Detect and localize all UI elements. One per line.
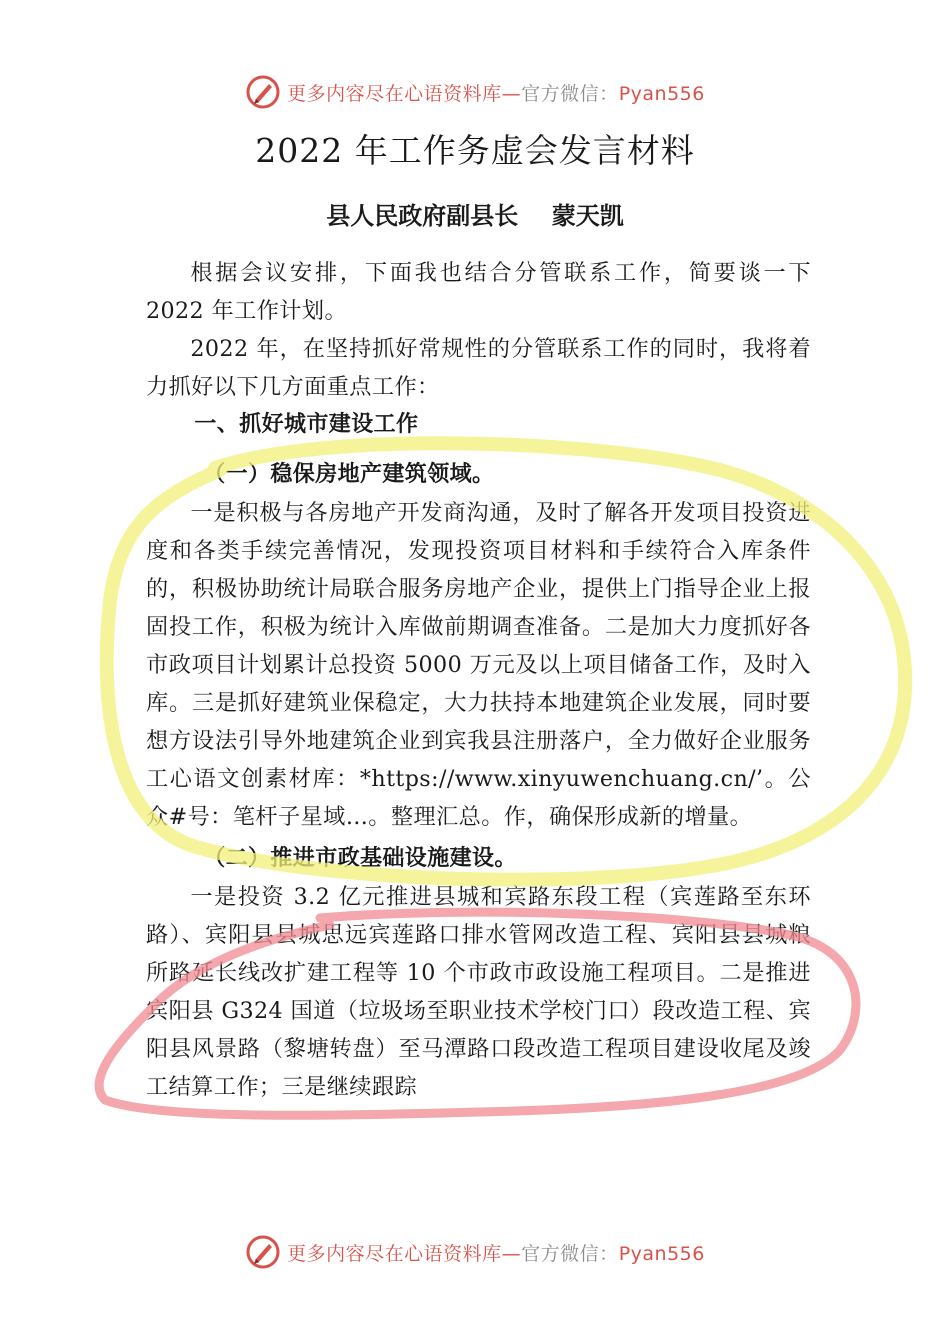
- watermark-header: [0, 72, 950, 112]
- subsection-heading-2: （二）推进市政基础设施建设。: [203, 846, 517, 871]
- section-heading-1: 一、抓好城市建设工作: [194, 412, 419, 437]
- document-author: 县人民政府副县长 蒙天凯: [326, 202, 624, 230]
- paragraph-plan: 2022 年，在坚持抓好常规性的分管联系工作的同时，我将着力抓好以下几方面重点工作：: [146, 336, 811, 400]
- watermark-red-text: 更多内容尽在心语资料库—: [287, 1242, 522, 1265]
- pen-logo-icon: [245, 1234, 281, 1270]
- document-body: [146, 254, 811, 1106]
- subsection-heading-1: （一）稳保房地产建筑领域。: [203, 462, 495, 487]
- watermark-red-text: 更多内容尽在心语资料库—: [287, 82, 522, 105]
- paragraph-real-estate: 一是积极与各房地产开发商沟通，及时了解各开发项目投资进度和各类手续完善情况，发现投资项目材料和手续符合入库条件的，积极协助统计局联合服务房地产企业，提供上门指导企业上报固投工作，积极为统计入库做前期调查准备。二是加大力度抓好各市政项目计划累计总投资 5000 万元及以上项目储备工作，及时入库。三是抓好建筑业保稳定，大力扶持本地建筑企业发展，同时要想方设法引导外地建筑企业到宾我县注册落户，全力做好企业服务工心语文创素材库：*https://www.xinyuwenchuang.cn/’。公众#号：笔杆子星域…。整理汇总。作，确保形成新的增量。: [146, 500, 811, 830]
- watermark-grey-text: 官方微信：: [521, 1242, 619, 1265]
- watermark-footer: [0, 1232, 950, 1272]
- pen-logo-icon: [245, 74, 281, 110]
- watermark-id-text: Pyan556: [618, 82, 705, 105]
- paragraph-intro: 根据会议安排，下面我也结合分管联系工作，简要谈一下 2022 年工作计划。: [146, 260, 811, 324]
- paragraph-infrastructure: 一是投资 3.2 亿元推进县城和宾路东段工程（宾莲路至东环路）、宾阳县县城思远宾莲路口排水管网改造工程、宾阳县县城粮所路延长线改扩建工程等 10 个市政市政设施工程项目。二是推进宾阳县 G324 国道（垃圾场至职业技术学校门口）段改造工程、宾阳县风景路（黎塘转盘）至马潭路口段改造工程项目建设收尾及竣工结算工作；三是继续跟踪: [146, 884, 811, 1100]
- watermark-grey-text: 官方微信：: [521, 82, 619, 105]
- watermark-id-text: Pyan556: [618, 1242, 705, 1265]
- document-title: 2022 年工作务虚会发言材料: [255, 131, 695, 170]
